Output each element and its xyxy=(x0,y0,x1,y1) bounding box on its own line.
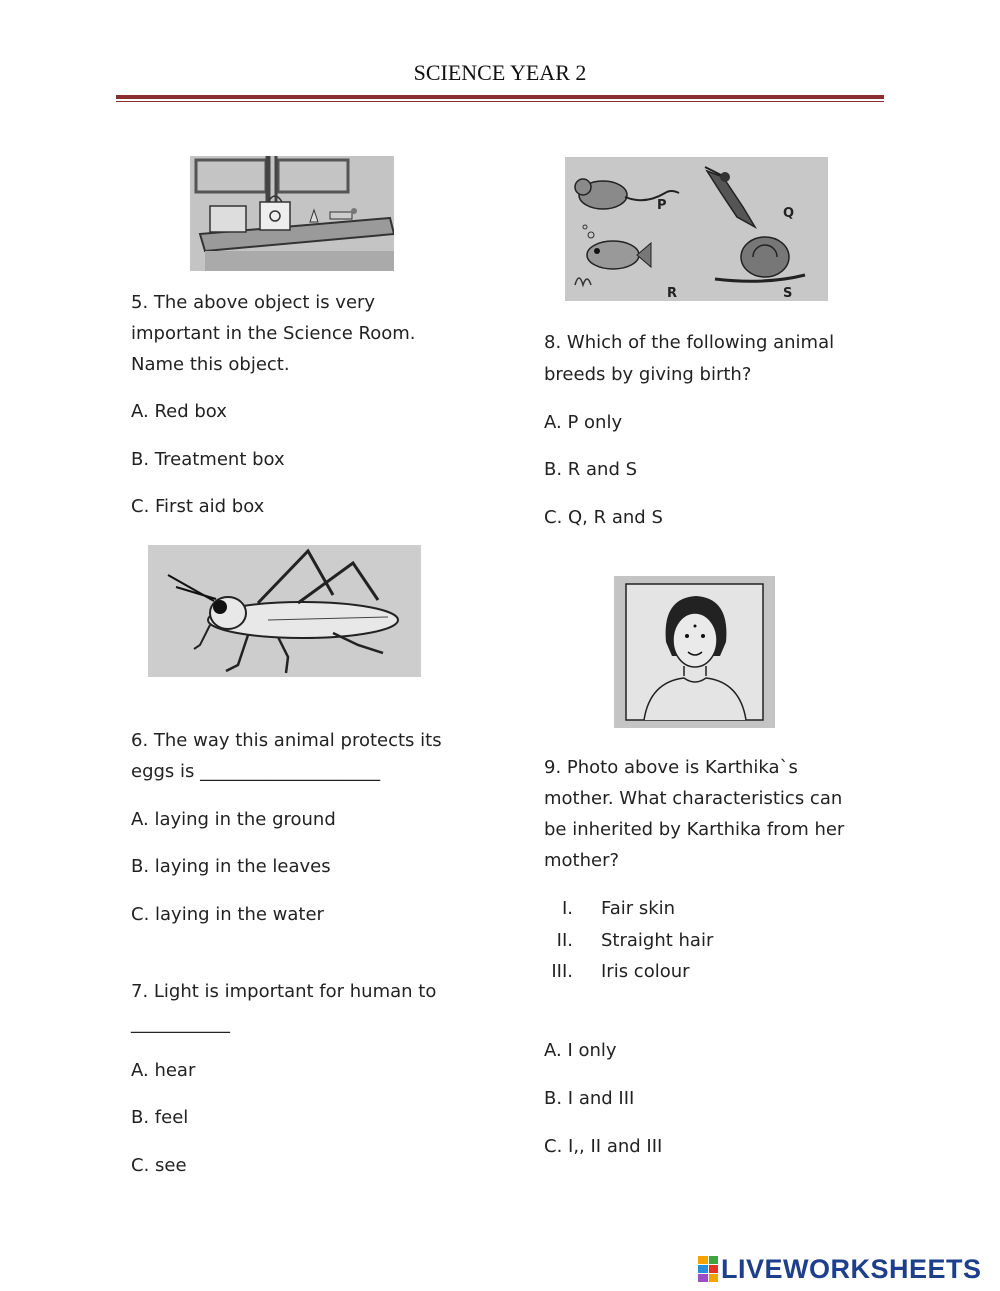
header-rule-thin xyxy=(116,101,884,102)
q5-option-b[interactable]: B. Treatment box xyxy=(131,449,285,470)
q9-line-4: mother? xyxy=(544,850,620,871)
animal-label-r: R xyxy=(667,286,678,301)
q9-line-3: be inherited by Karthika from her xyxy=(544,819,845,840)
q6-line-2: eggs is ____________________ xyxy=(131,761,381,782)
q5-line-1: 5. The above object is very xyxy=(131,292,376,313)
q6-line-1: 6. The way this animal protects its xyxy=(131,730,442,751)
q9-option-c[interactable]: C. I,, II and III xyxy=(544,1136,663,1157)
q8-option-a[interactable]: A. P only xyxy=(544,412,623,433)
q9-item-1-num: I. xyxy=(561,898,573,919)
q7-option-b[interactable]: B. feel xyxy=(131,1107,189,1128)
first-aid-box-image xyxy=(190,156,394,271)
q8-line-1: 8. Which of the following animal xyxy=(544,332,835,353)
animal-label-p: P xyxy=(657,198,667,213)
q6-option-c[interactable]: C. laying in the water xyxy=(131,904,324,925)
q9-item-2-num: II. xyxy=(556,930,573,951)
animal-label-s: S xyxy=(783,286,793,301)
q9-item-2-text: Straight hair xyxy=(601,930,714,951)
q9-line-2: mother. What characteristics can xyxy=(544,788,843,809)
q5-line-3: Name this object. xyxy=(131,354,290,375)
q8-line-2: breeds by giving birth? xyxy=(544,364,752,385)
header-rule xyxy=(116,95,884,99)
q8-option-b[interactable]: B. R and S xyxy=(544,459,638,480)
q7-option-c[interactable]: C. see xyxy=(131,1155,187,1176)
q6-option-a[interactable]: A. laying in the ground xyxy=(131,809,336,830)
q7-option-a[interactable]: A. hear xyxy=(131,1060,196,1081)
brand-name: LIVEWORKSHEETS xyxy=(721,1253,982,1284)
q7-line-1: 7. Light is important for human to xyxy=(131,981,437,1002)
q5-option-c[interactable]: C. First aid box xyxy=(131,496,265,517)
q8-option-c[interactable]: C. Q, R and S xyxy=(544,507,663,528)
q9-line-1: 9. Photo above is Karthika`s xyxy=(544,757,798,778)
animal-label-q: Q xyxy=(783,206,795,221)
q6-option-b[interactable]: B. laying in the leaves xyxy=(131,856,331,877)
animals-image xyxy=(565,157,828,301)
q9-item-3-num: III. xyxy=(551,961,573,982)
q7-line-2: ___________ xyxy=(131,1013,230,1034)
q9-option-b[interactable]: B. I and III xyxy=(544,1088,635,1109)
liveworksheets-logo-icon xyxy=(698,1256,718,1282)
q5-option-a[interactable]: A. Red box xyxy=(131,401,227,422)
q9-item-3-text: Iris colour xyxy=(601,961,690,982)
q5-line-2: important in the Science Room. xyxy=(131,323,416,344)
page-title: SCIENCE YEAR 2 xyxy=(413,60,587,85)
grasshopper-image xyxy=(148,545,421,677)
q9-option-a[interactable]: A. I only xyxy=(544,1040,617,1061)
portrait-image xyxy=(614,576,775,728)
liveworksheets-brand[interactable] xyxy=(698,1254,982,1284)
q9-item-1-text: Fair skin xyxy=(601,898,676,919)
